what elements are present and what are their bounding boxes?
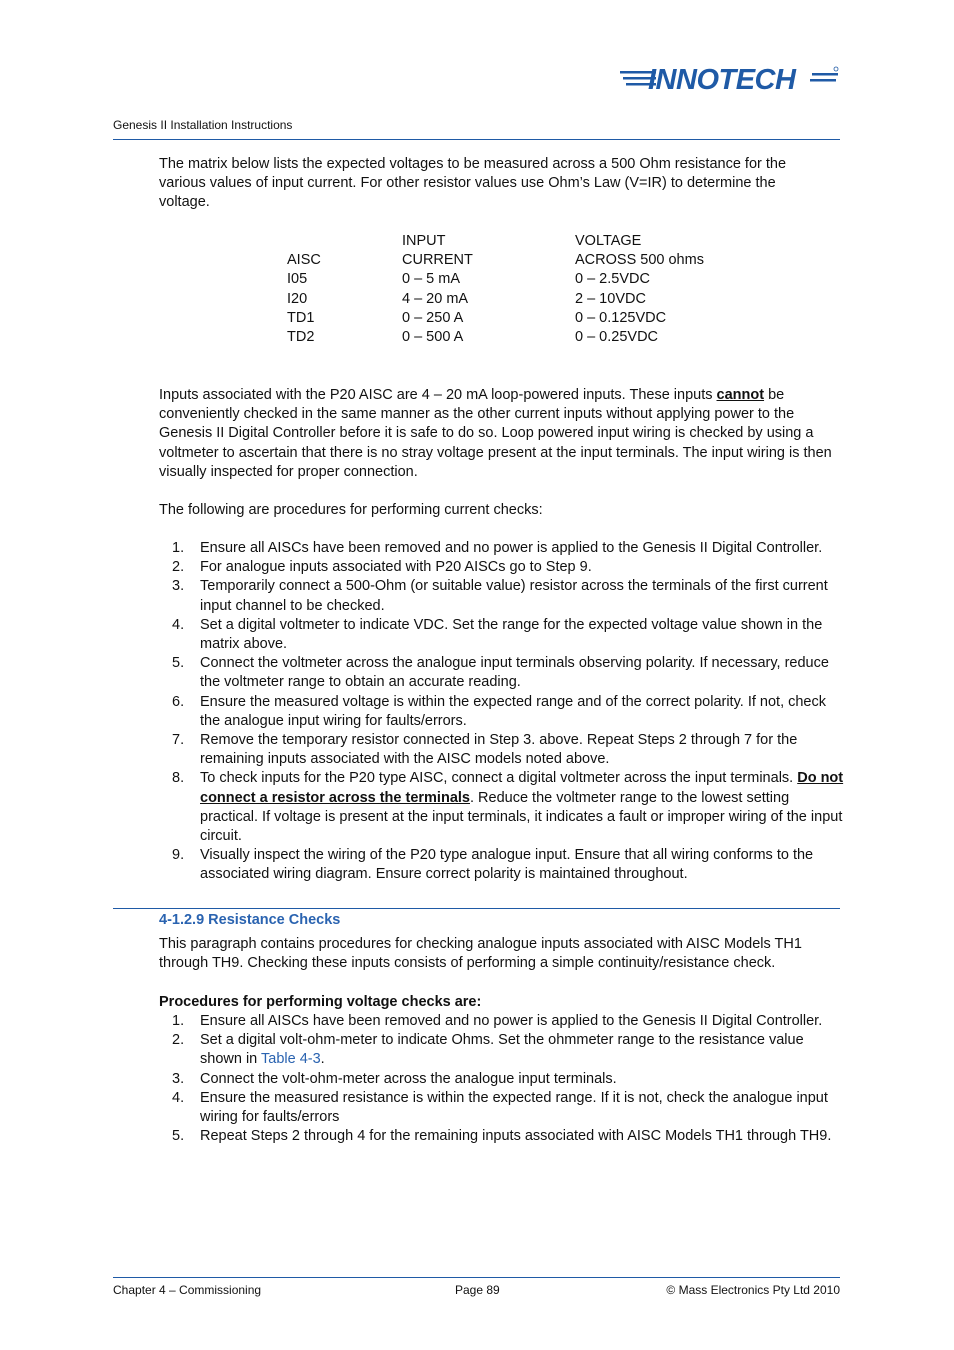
list-item: 3. Temporarily connect a 500-Ohm (or suitable value) resistor across the terminals of the first current input channel to be checked. [172,578,828,614]
list-item: 5. Repeat Steps 2 through 4 for the remaining inputs associated with AISC Models TH1 through TH9. [172,1128,832,1145]
list-item: 1. Ensure all AISCs have been removed and no power is applied to the Genesis II Digital Controller. [172,540,823,556]
procedures-label: Procedures for performing voltage checks are: [159,994,482,1010]
table-row: I20 4 – 20 mA 2 – 10VDC [287,290,646,307]
list-item: 5. Connect the voltmeter across the analogue input terminals observing polarity. If necessary, reduce the voltmeter range to obtain an accurate reading. [172,655,829,691]
emphasis-cannot: cannot [716,387,765,403]
list-item: 4. Set a digital voltmeter to indicate VDC. Set the range for the expected voltage value shown in the matrix above. [172,616,823,653]
p20-paragraph: Inputs associated with the P20 AISC are 4 – 20 mA loop-powered inputs. These inputs cannot be conveniently checked in the same manner as the other current inputs without applying power to the Genesis II Digital Controller before it is safe to do so. Loop powered input wiring is checked by using a voltmeter to ascertain that there is no stray voltage present at the input terminals. The input wiring is then visually inspected for proper connection. [159,387,832,480]
innotech-logo [620,62,842,98]
matrix-header-row: INPUT VOLTAGE [402,233,642,249]
list-item: 9. Visually inspect the wiring of the P20 type analogue input. Ensure that all wiring conforms to the associated wiring diagram. Ensure correct polarity is maintained throughout. [172,847,814,883]
table-row: I05 0 – 5 mA 0 – 2.5VDC [287,271,650,288]
section-rule [113,908,840,909]
list-item: 4. Ensure the measured resistance is within the expected range. If it is not, check the analogue input wiring for faults/errors [172,1089,828,1126]
footer-page-number: Page 89 [455,1283,500,1297]
section-heading: 4-1.2.9 Resistance Checks [159,912,341,928]
matrix-header-row: AISC CURRENT ACROSS 500 ohms [287,252,704,269]
intro-paragraph: The matrix below lists the expected voltages to be measured across a 500 Ohm resistance for the various values of input current. For other resistor values use Ohm’s Law (V=IR) to determine the voltage. [159,156,787,211]
list-item: 8. To check inputs for the P20 type AISC, connect a digital voltmeter across the input terminals. Do not connect a resistor across the terminals. Reduce the voltmeter range to the lowest setting practical. If voltage is present at the input terminals, it indicates a fault or improper wiring of the input circuit. [172,770,844,845]
list-item: 6. Ensure the measured voltage is within the expected range and of the correct polarity. If not, check the analogue input wiring for faults/errors. [172,693,826,729]
emphasis-warning: Do not connect a resistor across the terminals [200,770,844,806]
footer-chapter: Chapter 4 – Commissioning [113,1283,262,1297]
table-row: TD2 0 – 500 A 0 – 0.25VDC [287,329,659,346]
list-item: 3. Connect the volt-ohm-meter across the analogue input terminals. [172,1070,617,1087]
current-check-steps [159,539,849,885]
table-4-3-link[interactable]: Table 4-3 [261,1051,321,1068]
resistance-check-steps [159,1012,849,1146]
header-rule [113,139,840,140]
table-row: TD1 0 – 250 A 0 – 0.125VDC [287,309,667,326]
list-item: 7. Remove the temporary resistor connected in Step 3. above. Repeat Steps 2 through 7 for the remaining inputs associated with the AISC models noted above. [172,732,798,768]
logo-wordmark: INNOTECH [648,64,796,96]
list-item: 1. Ensure all AISCs have been removed and no power is applied to the Genesis II Digital Controller. [172,1013,823,1029]
current-checks-intro: The following are procedures for performing current checks: [159,502,543,518]
list-item: 2. For analogue inputs associated with P20 AISCs go to Step 9. [172,559,592,576]
list-item: 2. Set a digital volt-ohm-meter to indicate Ohms. Set the ohmmeter range to the resistance value shown in Table 4-3. [172,1032,804,1068]
document-title: Genesis II Installation Instructions [113,118,293,132]
footer-copyright: © Mass Electronics Pty Ltd 2010 [666,1283,840,1297]
resistance-intro: This paragraph contains procedures for checking analogue inputs associated with AISC Models TH1 through TH9. Checking these inputs consists of performing a simple continuity/resistance check. [159,936,802,972]
voltage-matrix [287,232,775,347]
footer-rule [113,1277,840,1278]
